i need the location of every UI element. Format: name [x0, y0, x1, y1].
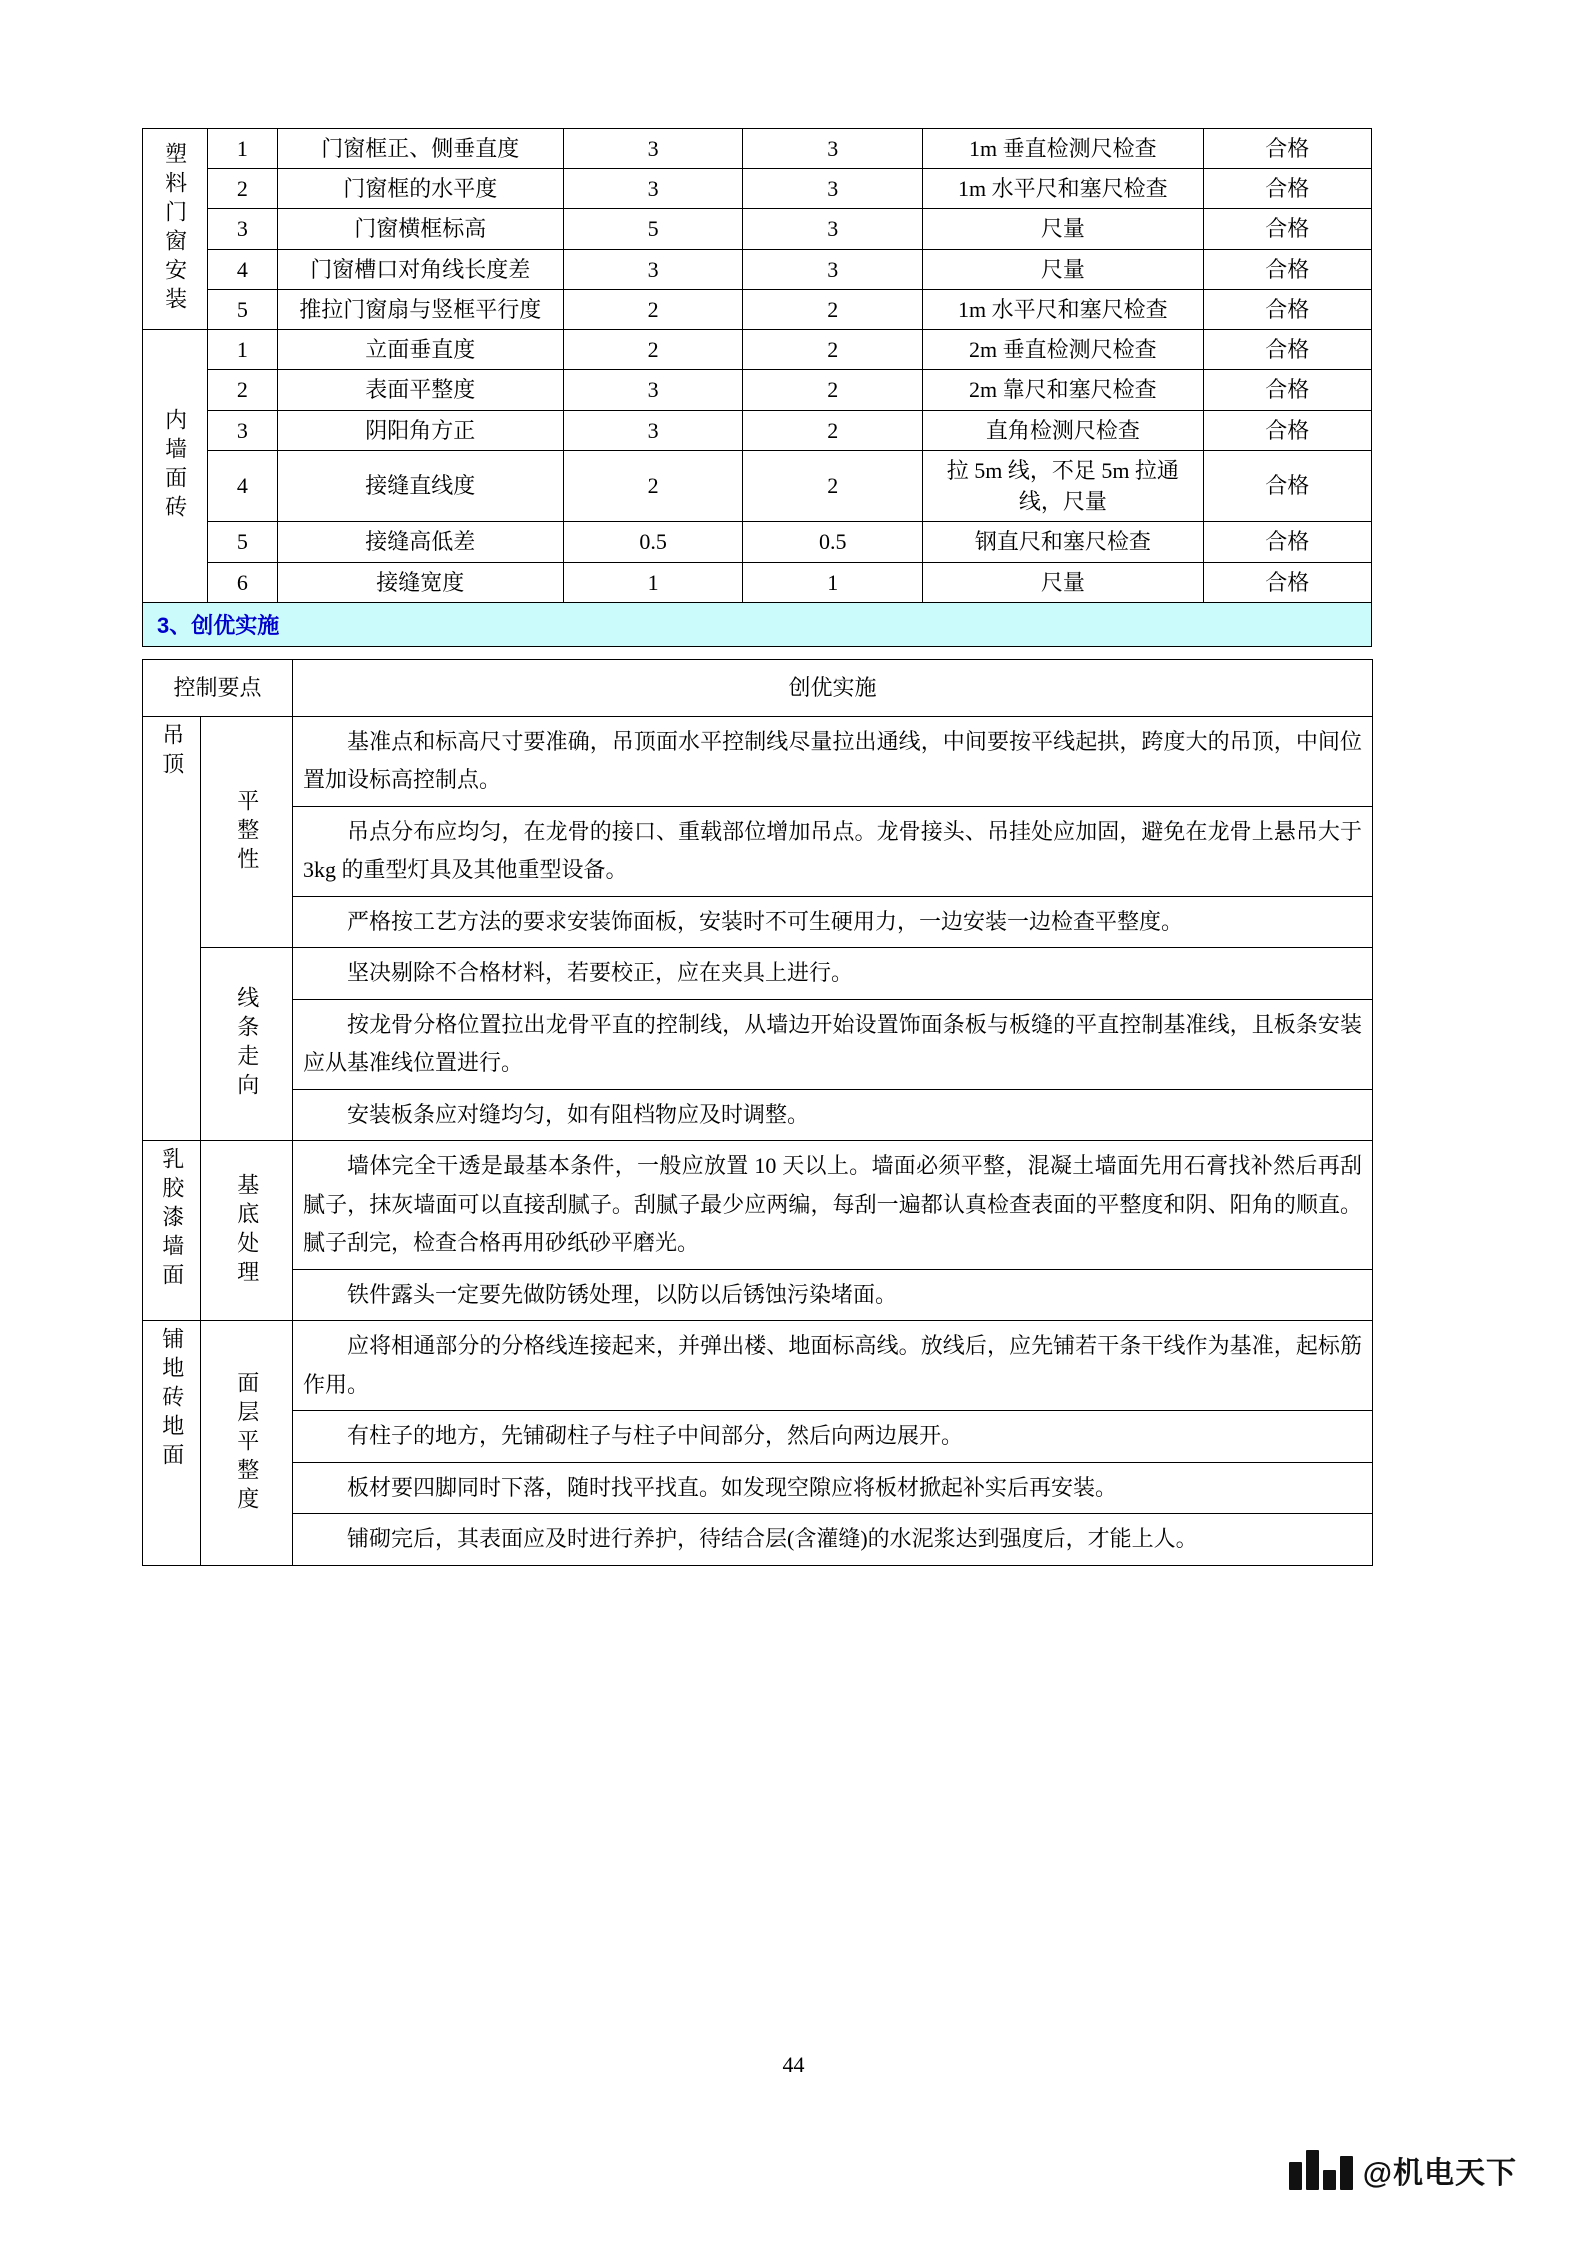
row-method: 尺量 [923, 249, 1204, 289]
row-result: 合格 [1203, 330, 1371, 370]
row-number: 3 [208, 410, 278, 450]
section-heading-text: 3、创优实施 [157, 612, 280, 638]
toutiao-logo-icon [1289, 2150, 1353, 2190]
row-actual: 3 [743, 209, 923, 249]
table-row [143, 129, 1372, 169]
implementation-text: 铺砌完后，其表面应及时进行养护，待结合层(含灌缝)的水泥浆达到强度后，才能上人。 [293, 1514, 1373, 1566]
table-row [143, 522, 1372, 562]
implementation-text: 有柱子的地方，先铺砌柱子与柱子中间部分，然后向两边展开。 [293, 1411, 1373, 1463]
header-implementation: 创优实施 [293, 659, 1373, 716]
row-actual: 3 [743, 249, 923, 289]
row-number: 2 [208, 169, 278, 209]
category-label-latex-paint-wall: 乳胶漆墙面 [143, 1141, 201, 1321]
row-number: 1 [208, 330, 278, 370]
row-number: 6 [208, 562, 278, 602]
table-row [143, 1462, 1373, 1514]
row-method: 钢直尺和塞尺检查 [923, 522, 1204, 562]
table-row [143, 1089, 1373, 1141]
control-point-surface-flatness: 面层平整度 [201, 1321, 293, 1566]
implementation-text: 墙体完全干透是最基本条件，一般应放置 10 天以上。墙面必须平整，混凝土墙面先用石膏找补然后再刮腻子，抹灰墙面可以直接刮腻子。刮腻子最少应两编，每刮一遍都认真检查表面的平整度和阴、阳角的顺直。腻子刮完，检查合格再用砂纸砂平磨光。 [293, 1141, 1373, 1270]
row-item: 门窗框的水平度 [277, 169, 563, 209]
table-row [143, 1411, 1373, 1463]
row-actual: 2 [743, 289, 923, 329]
row-result: 合格 [1203, 169, 1371, 209]
implementation-table [142, 659, 1373, 1566]
row-actual: 2 [743, 370, 923, 410]
category-label-interior-wall-tile: 内墙面砖 [143, 330, 208, 603]
table-row [143, 169, 1372, 209]
page-content [142, 128, 1372, 1566]
row-item: 推拉门窗扇与竖框平行度 [277, 289, 563, 329]
row-actual: 3 [743, 129, 923, 169]
row-number: 3 [208, 209, 278, 249]
table-row [143, 410, 1372, 450]
row-allow: 2 [563, 330, 743, 370]
row-item: 表面平整度 [277, 370, 563, 410]
row-allow: 1 [563, 562, 743, 602]
implementation-text: 铁件露头一定要先做防锈处理，以防以后锈蚀污染堵面。 [293, 1269, 1373, 1321]
row-allow: 0.5 [563, 522, 743, 562]
table-row [143, 806, 1373, 896]
row-item: 立面垂直度 [277, 330, 563, 370]
row-result: 合格 [1203, 289, 1371, 329]
row-method: 2m 垂直检测尺检查 [923, 330, 1204, 370]
row-allow: 2 [563, 450, 743, 521]
table-row [143, 1514, 1373, 1566]
row-result: 合格 [1203, 249, 1371, 289]
implementation-text: 坚决剔除不合格材料，若要校正，应在夹具上进行。 [293, 948, 1373, 1000]
row-item: 接缝宽度 [277, 562, 563, 602]
row-actual: 2 [743, 410, 923, 450]
implementation-text: 安装板条应对缝均匀，如有阻档物应及时调整。 [293, 1089, 1373, 1141]
row-result: 合格 [1203, 522, 1371, 562]
row-method: 拉 5m 线，不足 5m 拉通线，尺量 [923, 450, 1204, 521]
control-point-flatness: 平整性 [201, 716, 293, 948]
implementation-text: 吊点分布应均匀，在龙骨的接口、重载部位增加吊点。龙骨接头、吊挂处应加固，避免在龙骨上悬吊大于 3kg 的重型灯具及其他重型设备。 [293, 806, 1373, 896]
table-row [143, 209, 1372, 249]
row-item: 阴阳角方正 [277, 410, 563, 450]
row-result: 合格 [1203, 209, 1371, 249]
row-actual: 3 [743, 169, 923, 209]
table-row [143, 562, 1372, 602]
table-row [143, 370, 1372, 410]
implementation-text: 严格按工艺方法的要求安装饰面板，安装时不可生硬用力，一边安装一边检查平整度。 [293, 896, 1373, 948]
row-item: 门窗槽口对角线长度差 [277, 249, 563, 289]
row-allow: 3 [563, 249, 743, 289]
row-result: 合格 [1203, 129, 1371, 169]
row-allow: 2 [563, 289, 743, 329]
row-result: 合格 [1203, 370, 1371, 410]
row-item: 门窗横框标高 [277, 209, 563, 249]
table-row [143, 1141, 1373, 1270]
category-label-plastic-doors: 塑料门窗安装 [143, 129, 208, 330]
table-row [143, 249, 1372, 289]
section-heading-banner [142, 603, 1372, 647]
category-label-ceiling: 吊顶 [143, 716, 201, 1141]
row-allow: 3 [563, 370, 743, 410]
row-method: 1m 垂直检测尺检查 [923, 129, 1204, 169]
table-row [143, 289, 1372, 329]
row-number: 4 [208, 249, 278, 289]
implementation-text: 基准点和标高尺寸要准确，吊顶面水平控制线尽量拉出通线，中间要按平线起拱，跨度大的吊顶，中间位置加设标高控制点。 [293, 716, 1373, 806]
implementation-text: 板材要四脚同时下落，随时找平找直。如发现空隙应将板材掀起补实后再安装。 [293, 1462, 1373, 1514]
row-number: 4 [208, 450, 278, 521]
row-method: 2m 靠尺和塞尺检查 [923, 370, 1204, 410]
control-point-line-direction: 线条走向 [201, 948, 293, 1141]
category-label-floor-tile: 铺地砖地面 [143, 1321, 201, 1566]
deviation-table [142, 128, 1372, 603]
watermark-text: @机电天下 [1362, 2157, 1517, 2190]
row-actual: 2 [743, 450, 923, 521]
implementation-text: 按龙骨分格位置拉出龙骨平直的控制线，从墙边开始设置饰面条板与板缝的平直控制基准线，且板条安装应从基准线位置进行。 [293, 999, 1373, 1089]
row-number: 5 [208, 522, 278, 562]
row-item: 接缝直线度 [277, 450, 563, 521]
table-row [143, 948, 1373, 1000]
row-result: 合格 [1203, 410, 1371, 450]
row-item: 接缝高低差 [277, 522, 563, 562]
table-row [143, 999, 1373, 1089]
watermark [1289, 2148, 1517, 2192]
row-actual: 1 [743, 562, 923, 602]
table-row [143, 330, 1372, 370]
row-result: 合格 [1203, 450, 1371, 521]
row-method: 直角检测尺检查 [923, 410, 1204, 450]
row-result: 合格 [1203, 562, 1371, 602]
control-point-substrate-treatment: 基底处理 [201, 1141, 293, 1321]
table-row [143, 450, 1372, 521]
row-actual: 2 [743, 330, 923, 370]
row-method: 尺量 [923, 562, 1204, 602]
row-number: 5 [208, 289, 278, 329]
row-allow: 3 [563, 169, 743, 209]
table-header-row [143, 659, 1373, 716]
row-allow: 5 [563, 209, 743, 249]
row-method: 1m 水平尺和塞尺检查 [923, 289, 1204, 329]
row-number: 2 [208, 370, 278, 410]
row-allow: 3 [563, 410, 743, 450]
table-row [143, 716, 1373, 806]
implementation-text: 应将相通部分的分格线连接起来，并弹出楼、地面标高线。放线后，应先铺若干条干线作为基准，起标筋作用。 [293, 1321, 1373, 1411]
table-row [143, 896, 1373, 948]
row-method: 尺量 [923, 209, 1204, 249]
table-row [143, 1269, 1373, 1321]
row-method: 1m 水平尺和塞尺检查 [923, 169, 1204, 209]
row-allow: 3 [563, 129, 743, 169]
row-actual: 0.5 [743, 522, 923, 562]
header-control-points: 控制要点 [143, 659, 293, 716]
row-number: 1 [208, 129, 278, 169]
table-row [143, 1321, 1373, 1411]
row-item: 门窗框正、侧垂直度 [277, 129, 563, 169]
page-number: 44 [782, 2052, 805, 2077]
